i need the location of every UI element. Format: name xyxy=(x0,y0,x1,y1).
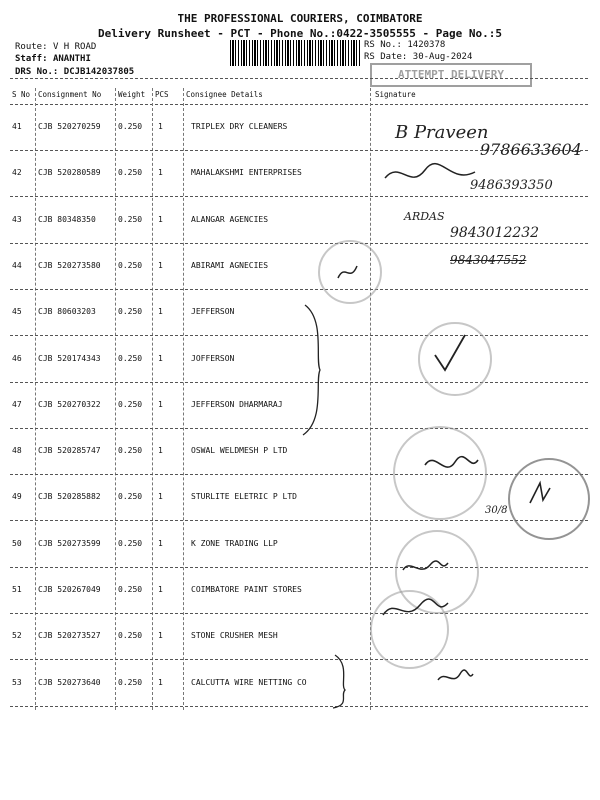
rs-date-line xyxy=(364,52,472,62)
col-details: Consignee Details xyxy=(186,90,263,99)
rs-no-value: 1420378 xyxy=(407,40,446,50)
row-divider xyxy=(10,659,588,660)
row-consignment-no: CJB 520285882 xyxy=(38,492,101,502)
col-weight: Weight xyxy=(118,90,146,99)
signature-42-scribble xyxy=(380,160,480,190)
row-weight: 0.250 xyxy=(118,492,143,502)
drs-label: DRS No.: xyxy=(15,67,59,77)
runsheet-subtitle: Delivery Runsheet - PCT - Phone No.:0422-3505555 - Page No.:5 xyxy=(98,27,502,40)
signature-50-scribble xyxy=(400,555,450,580)
row-divider xyxy=(10,567,588,568)
table-row xyxy=(0,664,600,710)
signature-42-phone: 9486393350 xyxy=(470,178,553,193)
row-weight: 0.250 xyxy=(118,168,143,178)
row-weight: 0.250 xyxy=(118,214,143,224)
row-sno: 53 xyxy=(12,677,22,687)
row-divider xyxy=(10,613,588,614)
row-weight: 0.250 xyxy=(118,585,143,594)
row-consignee: K ZONE TRADING LLP xyxy=(191,538,278,548)
col-signature: Signature xyxy=(375,90,416,99)
row-sno: 47 xyxy=(12,399,22,409)
row-divider xyxy=(10,520,588,521)
staff-value: ANANTHI xyxy=(52,54,91,64)
row-weight: 0.250 xyxy=(118,353,143,363)
drs-line xyxy=(15,67,134,77)
row-consignee: MAHALAKSHMI ENTERPRISES xyxy=(191,168,302,178)
row-consignee: CALCUTTA WIRE NETTING CO xyxy=(191,677,307,687)
row-pcs: 1 xyxy=(158,307,163,317)
row-sno: 45 xyxy=(12,307,22,317)
row-consignee: JEFFERSON DHARMARAJ xyxy=(191,399,283,409)
signature-44-scribble xyxy=(335,258,365,288)
row-consignee: STONE CRUSHER MESH xyxy=(191,631,278,641)
row-sno: 43 xyxy=(12,214,22,224)
row-consignee: COIMBATORE PAINT STORES xyxy=(191,585,302,594)
route-value: V H ROAD xyxy=(52,42,97,52)
row-consignee: TRIPLEX DRY CLEANERS xyxy=(191,122,288,131)
row-sno: 44 xyxy=(12,260,22,270)
header-rule-top xyxy=(10,78,588,79)
row-consignment-no: CJB 80603203 xyxy=(38,307,96,317)
row-pcs: 1 xyxy=(158,353,163,363)
row-sno: 41 xyxy=(12,122,22,131)
rs-date-label: RS Date: xyxy=(364,52,408,62)
row-weight: 0.250 xyxy=(118,399,143,409)
table-row xyxy=(0,571,600,617)
row-divider xyxy=(10,243,588,244)
row-weight: 0.250 xyxy=(118,122,143,131)
signature-49-scribble xyxy=(525,478,555,508)
row-pcs: 1 xyxy=(158,492,163,502)
row-divider xyxy=(10,474,588,475)
col-sno: S No xyxy=(12,90,31,99)
bracket-45-47 xyxy=(295,300,335,440)
row-consignment-no: CJB 520270322 xyxy=(38,399,101,409)
row-weight: 0.250 xyxy=(118,631,143,641)
signature-53-scribble xyxy=(435,668,475,688)
row-pcs: 1 xyxy=(158,214,163,224)
signature-41-phone: 9786633604 xyxy=(480,140,582,159)
row-consignee: STURLITE ELETRIC P LTD xyxy=(191,492,297,502)
row-divider xyxy=(10,289,588,290)
rs-no-line xyxy=(364,40,445,50)
row-consignee: ALANGAR AGENCIES xyxy=(191,214,269,224)
row-sno: 42 xyxy=(12,168,22,178)
staff-line xyxy=(15,54,91,64)
row-sno: 49 xyxy=(12,492,22,502)
drs-value: DCJB142037805 xyxy=(63,67,135,77)
row-weight: 0.250 xyxy=(118,446,143,456)
signature-44-phone: 9843047552 xyxy=(450,253,527,267)
row-consignment-no: CJB 520280589 xyxy=(38,168,101,178)
table-row xyxy=(0,525,600,571)
row-consignment-no: CJB 520285747 xyxy=(38,446,101,456)
signature-43-name: ARDAS xyxy=(404,210,445,223)
row-sno: 51 xyxy=(12,585,22,594)
col-consignment: Consignment No xyxy=(38,90,102,99)
row-sno: 46 xyxy=(12,353,22,363)
attempt-delivery-stamp: ATTEMPT DELIVERY xyxy=(370,63,532,87)
route-label: Route: xyxy=(15,42,48,52)
row-pcs: 1 xyxy=(158,168,163,178)
row-pcs: 1 xyxy=(158,677,163,687)
row-pcs: 1 xyxy=(158,538,163,548)
header-rule-bottom xyxy=(10,104,588,105)
row-consignment-no: CJB 520273527 xyxy=(38,631,101,641)
rs-no-label: RS No.: xyxy=(364,40,402,50)
signature-46-tick xyxy=(430,330,470,375)
row-divider xyxy=(10,196,588,197)
signature-49-date: 30/8 xyxy=(485,505,508,516)
col-pcs: PCS xyxy=(155,90,169,99)
row-pcs: 1 xyxy=(158,631,163,641)
rs-date-value: 30-Aug-2024 xyxy=(412,52,473,62)
row-divider xyxy=(10,706,588,707)
table-row xyxy=(0,617,600,663)
row-weight: 0.250 xyxy=(118,307,143,317)
row-pcs: 1 xyxy=(158,446,163,456)
row-consignee: OSWAL WELDMESH P LTD xyxy=(191,446,288,456)
row-consignment-no: CJB 520273640 xyxy=(38,677,101,687)
row-consignment-no: CJB 520174343 xyxy=(38,353,101,363)
runsheet-title: THE PROFESSIONAL COURIERS, COIMBATORE xyxy=(177,12,423,25)
row-pcs: 1 xyxy=(158,260,163,270)
signature-48-scribble xyxy=(420,450,480,480)
signature-43-phone: 9843012232 xyxy=(450,225,540,241)
bracket-52-53 xyxy=(325,650,365,710)
row-sno: 52 xyxy=(12,631,22,641)
row-sno: 50 xyxy=(12,538,22,548)
row-consignment-no: CJB 520273580 xyxy=(38,260,101,270)
signature-51-scribble xyxy=(380,595,450,625)
row-consignment-no: CJB 520270259 xyxy=(38,122,101,131)
row-consignee: JOFFERSON xyxy=(191,353,235,363)
row-consignee: ABIRAMI AGNECIES xyxy=(191,260,269,270)
row-pcs: 1 xyxy=(158,399,163,409)
row-weight: 0.250 xyxy=(118,260,143,270)
row-pcs: 1 xyxy=(158,585,163,594)
row-pcs: 1 xyxy=(158,122,163,131)
barcode xyxy=(230,40,360,66)
row-weight: 0.250 xyxy=(118,677,143,687)
row-weight: 0.250 xyxy=(118,538,143,548)
row-consignment-no: CJB 520267049 xyxy=(38,585,101,594)
row-consignee: JEFFERSON xyxy=(191,307,235,317)
row-sno: 48 xyxy=(12,446,22,456)
route-line xyxy=(15,42,96,52)
row-consignment-no: CJB 520273599 xyxy=(38,538,101,548)
staff-label: Staff: xyxy=(15,54,48,64)
signature-41-name: B Praveen xyxy=(395,122,489,143)
row-consignment-no: CJB 80348350 xyxy=(38,214,96,224)
